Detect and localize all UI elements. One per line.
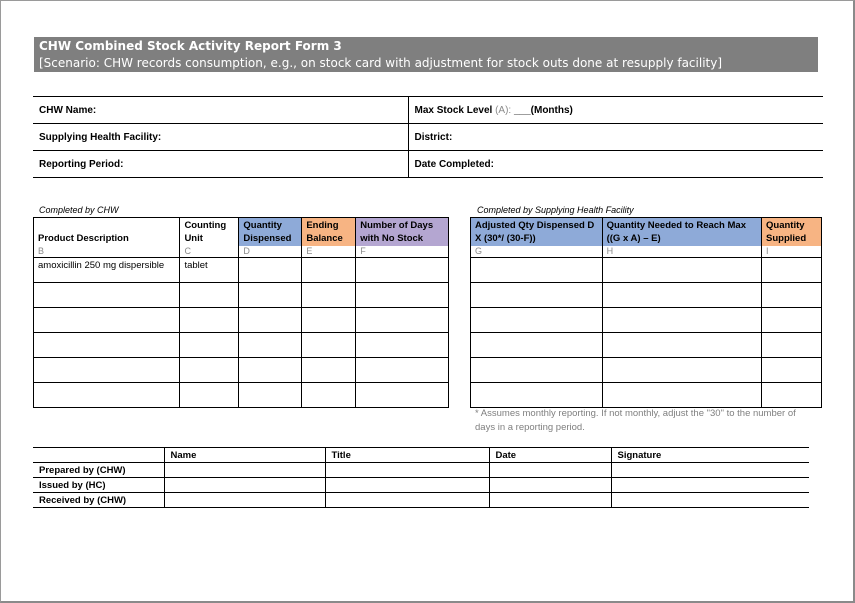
table-cell[interactable] — [602, 358, 761, 383]
district-field[interactable] — [408, 124, 823, 151]
col-header-adjusted-qty: Adjusted Qty Dispensed D X (30*/ (30-F)) — [471, 218, 603, 246]
table-cell[interactable] — [356, 333, 449, 358]
col-header-days-no-stock: Number of Days with No Stock — [356, 218, 449, 246]
table-cell[interactable] — [302, 333, 356, 358]
table-cell[interactable] — [471, 358, 603, 383]
table-cell[interactable]: tablet — [180, 258, 239, 283]
table-cell[interactable] — [302, 308, 356, 333]
col-header-counting-unit: Counting Unit — [180, 218, 239, 246]
col-letter: E — [302, 246, 356, 258]
table-cell[interactable] — [325, 463, 489, 478]
col-letter: D — [239, 246, 302, 258]
table-cell[interactable] — [471, 383, 603, 408]
table-cell[interactable] — [180, 383, 239, 408]
table-cell[interactable] — [302, 283, 356, 308]
sig-col-name: Name — [164, 448, 325, 463]
table-cell[interactable] — [356, 308, 449, 333]
sig-row-label: Received by (CHW) — [33, 493, 164, 508]
reporting-period-label: Reporting Period: — [39, 158, 124, 170]
form-scenario: [Scenario: CHW records consumption, e.g., on stock card with adjustment for stock outs done at resupply facility] — [39, 56, 723, 70]
form-title: CHW Combined Stock Activity Report Form 3 — [39, 39, 342, 53]
table-cell[interactable] — [34, 333, 180, 358]
col-header-qty-needed: Quantity Needed to Reach Max ((G x A) – E) — [602, 218, 761, 246]
col-letter: F — [356, 246, 449, 258]
table-cell[interactable] — [239, 308, 302, 333]
table-cell[interactable] — [762, 333, 822, 358]
facility-stock-table — [470, 217, 822, 408]
table-cell[interactable] — [239, 333, 302, 358]
table-cell[interactable] — [356, 383, 449, 408]
table-row — [33, 493, 809, 508]
district-label: District: — [414, 131, 453, 143]
supplying-facility-label: Supplying Health Facility: — [39, 131, 162, 143]
table-cell[interactable] — [471, 283, 603, 308]
table-cell[interactable] — [239, 383, 302, 408]
form-title-bar — [34, 37, 818, 72]
signature-table — [33, 447, 809, 508]
table-cell[interactable] — [325, 493, 489, 508]
col-header-qty-dispensed: Quantity Dispensed — [239, 218, 302, 246]
table-cell[interactable] — [180, 283, 239, 308]
table-row — [34, 383, 449, 408]
footnote: * Assumes monthly reporting. If not monthly, adjust the "30" to the number of days in a reporting period. — [475, 408, 796, 433]
table-cell[interactable] — [180, 308, 239, 333]
table-row — [34, 358, 449, 383]
facility-section-caption: Completed by Supplying Health Facility — [477, 205, 634, 215]
max-stock-letter: (A): — [495, 104, 512, 116]
table-cell[interactable] — [602, 333, 761, 358]
table-cell[interactable] — [602, 308, 761, 333]
table-row — [471, 258, 822, 283]
table-cell[interactable] — [34, 383, 180, 408]
sig-corner — [33, 448, 164, 463]
table-cell[interactable] — [471, 308, 603, 333]
table-cell[interactable] — [611, 463, 809, 478]
col-header-qty-supplied: Quantity Supplied — [762, 218, 822, 246]
table-cell[interactable] — [239, 258, 302, 283]
date-completed-field[interactable] — [408, 151, 823, 178]
table-row — [34, 283, 449, 308]
table-cell[interactable] — [164, 478, 325, 493]
date-completed-label: Date Completed: — [414, 158, 494, 170]
sig-col-date: Date — [489, 448, 611, 463]
table-cell[interactable] — [762, 383, 822, 408]
chw-section-caption: Completed by CHW — [39, 205, 119, 215]
table-cell[interactable] — [302, 358, 356, 383]
col-header-ending-balance: Ending Balance — [302, 218, 356, 246]
header-fields-table — [33, 96, 823, 178]
reporting-period-field[interactable] — [33, 151, 408, 178]
col-letter: H — [602, 246, 761, 258]
col-letter: B — [34, 246, 180, 258]
table-row — [33, 463, 809, 478]
col-letter: C — [180, 246, 239, 258]
col-letter: G — [471, 246, 603, 258]
table-row — [471, 283, 822, 308]
table-cell[interactable] — [34, 283, 180, 308]
max-stock-label: Max Stock Level — [414, 104, 496, 116]
table-cell[interactable] — [611, 493, 809, 508]
table-row — [471, 333, 822, 358]
col-letter: I — [762, 246, 822, 258]
table-cell[interactable] — [489, 478, 611, 493]
table-cell[interactable] — [180, 333, 239, 358]
table-cell[interactable] — [602, 283, 761, 308]
table-cell[interactable] — [356, 283, 449, 308]
table-cell[interactable] — [471, 258, 603, 283]
table-cell[interactable] — [302, 383, 356, 408]
table-row — [471, 308, 822, 333]
table-cell[interactable] — [489, 493, 611, 508]
chw-name-field[interactable] — [33, 97, 408, 124]
sig-row-label: Issued by (HC) — [33, 478, 164, 493]
table-cell[interactable] — [762, 258, 822, 283]
table-cell[interactable] — [180, 358, 239, 383]
table-cell[interactable] — [602, 383, 761, 408]
sig-col-signature: Signature — [611, 448, 809, 463]
chw-stock-table — [33, 217, 449, 408]
table-cell[interactable] — [356, 258, 449, 283]
table-row — [33, 478, 809, 493]
table-cell[interactable] — [325, 478, 489, 493]
table-cell[interactable] — [302, 258, 356, 283]
sig-col-title: Title — [325, 448, 489, 463]
table-cell[interactable] — [356, 358, 449, 383]
supplying-facility-field[interactable] — [33, 124, 408, 151]
sig-row-label: Prepared by (CHW) — [33, 463, 164, 478]
max-stock-suffix: ___(Months) — [511, 104, 573, 116]
table-cell[interactable] — [239, 283, 302, 308]
table-cell[interactable] — [34, 358, 180, 383]
table-cell[interactable] — [34, 308, 180, 333]
table-row — [471, 383, 822, 408]
table-row — [34, 308, 449, 333]
table-cell[interactable] — [471, 333, 603, 358]
table-cell[interactable] — [489, 463, 611, 478]
table-cell[interactable] — [762, 358, 822, 383]
table-row — [34, 258, 449, 283]
chw-name-label: CHW Name: — [39, 104, 97, 116]
table-cell[interactable] — [239, 358, 302, 383]
table-cell[interactable] — [602, 258, 761, 283]
table-cell[interactable] — [164, 493, 325, 508]
table-row — [471, 358, 822, 383]
table-cell[interactable] — [611, 478, 809, 493]
table-row — [34, 333, 449, 358]
table-cell[interactable] — [762, 308, 822, 333]
table-cell[interactable]: amoxicillin 250 mg dispersible — [34, 258, 180, 283]
table-cell[interactable] — [164, 463, 325, 478]
col-header-product: Product Description — [34, 218, 180, 246]
max-stock-field[interactable] — [408, 97, 823, 124]
table-cell[interactable] — [762, 283, 822, 308]
